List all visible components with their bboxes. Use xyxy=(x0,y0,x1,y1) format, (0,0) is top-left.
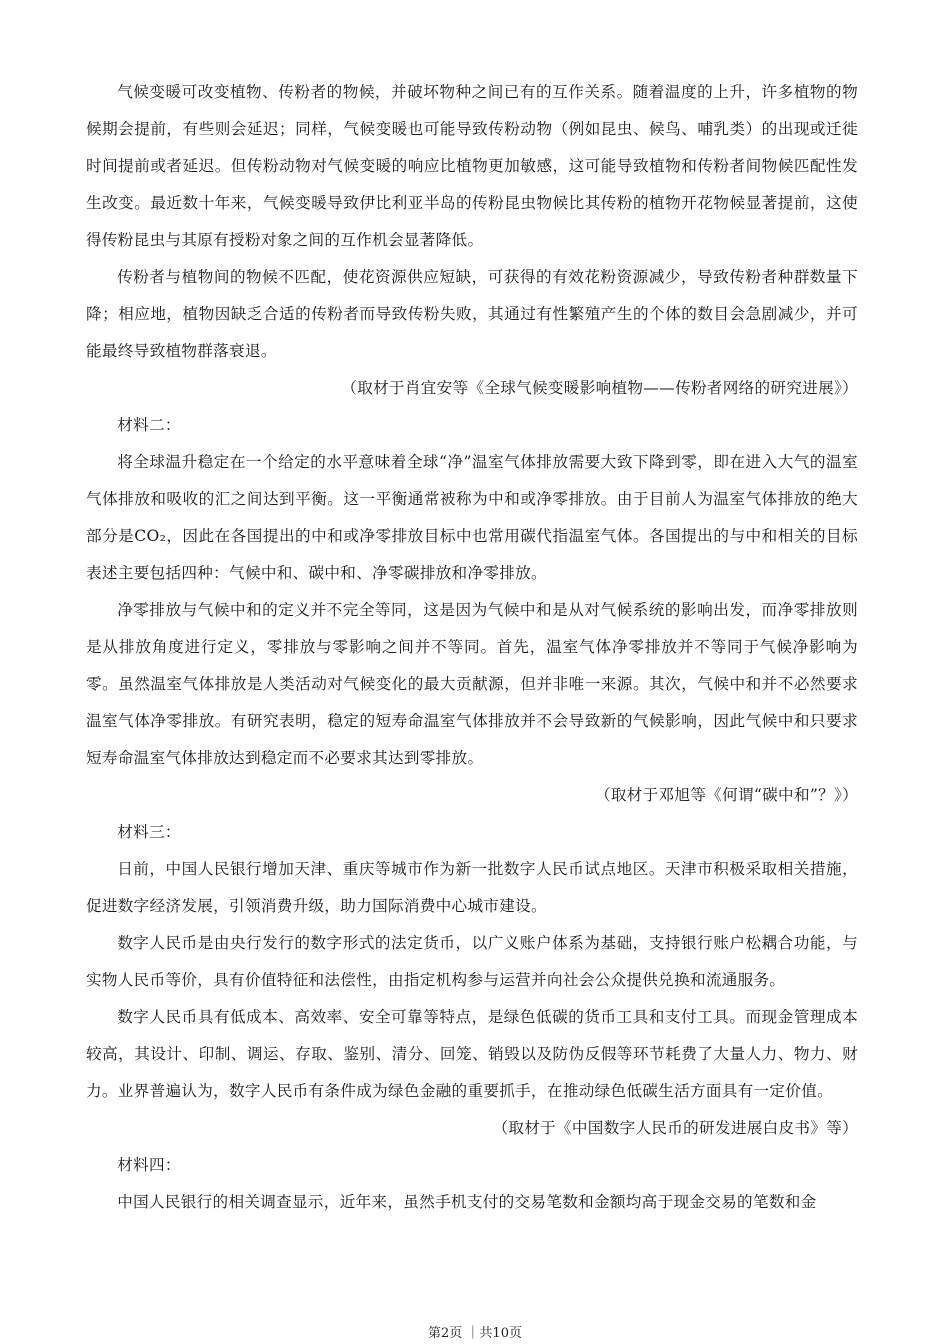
paragraph-5: 日前，中国人民银行增加天津、重庆等城市作为新一批数字人民币试点地区。天津市积极采取相关措施，促进数字经济发展，引领消费升级，助力国际消费中心城市建设。 xyxy=(86,860,858,915)
page-footer: 第2页 ｜共10页 xyxy=(428,1326,522,1341)
document-body xyxy=(86,74,858,1221)
paragraph-4: 净零排放与气候中和的定义并不完全等同，这是因为气候中和是从对气候系统的影响出发，而净零排放则是从排放角度进行定义，零排放与零影响之间并不等同。首先，温室气体净零排放并不等同于气候净影响为零。虽然温室气体排放是人类活动对气候变化的最大贡献源，但并非唯一来源。其次，气候中和并不必然要求温室气体净零排放。有研究表明，稳定的短寿命温室气体排放并不会导致新的气候影响，因此气候中和只要求短寿命温室气体排放达到稳定而不必要求其达到零排放。 xyxy=(86,601,858,767)
section-label-material-2: 材料二： xyxy=(117,416,181,434)
paragraph-7: 数字人民币具有低成本、高效率、安全可靠等特点，是绿色低碳的货币工具和支付工具。而现金管理成本较高，其设计、印制、调运、存取、鉴别、清分、回笼、销毁以及防伪反假等环节耗费了大量人力、物力、财力。业界普遍认为，数字人民币有条件成为绿色金融的重要抓手，在推动绿色低碳生活方面具有一定价值。 xyxy=(86,1008,858,1100)
paragraph-6: 数字人民币是由央行发行的数字形式的法定货币，以广义账户体系为基础，支持银行账户松耦合功能，与实物人民币等价，具有价值特征和法偿性，由指定机构参与运营并向社会公众提供兑换和流通服务。 xyxy=(86,934,858,989)
paragraph-3: 将全球温升稳定在一个给定的水平意味着全球“净”温室气体排放需要大致下降到零，即在进入大气的温室气体排放和吸收的汇之间达到平衡。这一平衡通常被称为中和或净零排放。由于目前人为温室气体排放的绝大部分是CO₂，因此在各国提出的中和或净零排放目标中也常用碳代指温室气体。各国提出的与中和相关的目标表述主要包括四种：气候中和、碳中和、净零碳排放和净零排放。 xyxy=(86,453,858,582)
source-citation-1: （取材于肖宜安等《全球气候变暖影响植物——传粉者网络的研究进展》） xyxy=(341,379,858,397)
section-label-material-4: 材料四： xyxy=(117,1156,181,1174)
source-citation-2: （取材于邓旭等《何谓“碳中和”？》） xyxy=(594,786,858,804)
paragraph-8: 中国人民银行的相关调查显示，近年来，虽然手机支付的交易笔数和金额均高于现金交易的笔数和金 xyxy=(117,1193,817,1211)
section-label-material-3: 材料三： xyxy=(117,823,181,841)
source-citation-3: （取材于《中国数字人民币的研发进展白皮书》等） xyxy=(492,1119,858,1137)
paragraph-2: 传粉者与植物间的物候不匹配，使花资源供应短缺，可获得的有效花粉资源减少，导致传粉者种群数量下降；相应地，植物因缺乏合适的传粉者而导致传粉失败，其通过有性繁殖产生的个体的数目会急剧减少，并可能最终导致植物群落衰退。 xyxy=(86,268,858,360)
paragraph-1: 气候变暖可改变植物、传粉者的物候，并破坏物种之间已有的互作关系。随着温度的上升，许多植物的物候期会提前，有些则会延迟；同样，气候变暖也可能导致传粉动物（例如昆虫、候鸟、哺乳类）的出现或迁徙时间提前或者延迟。但传粉动物对气候变暖的响应比植物更加敏感，这可能导致植物和传粉者间物候匹配性发生改变。最近数十年来，气候变暖导致伊比利亚半岛的传粉昆虫物候比其传粉的植物开花物候显著提前，这使得传粉昆虫与其原有授粉对象之间的互作机会显著降低。 xyxy=(86,83,858,249)
